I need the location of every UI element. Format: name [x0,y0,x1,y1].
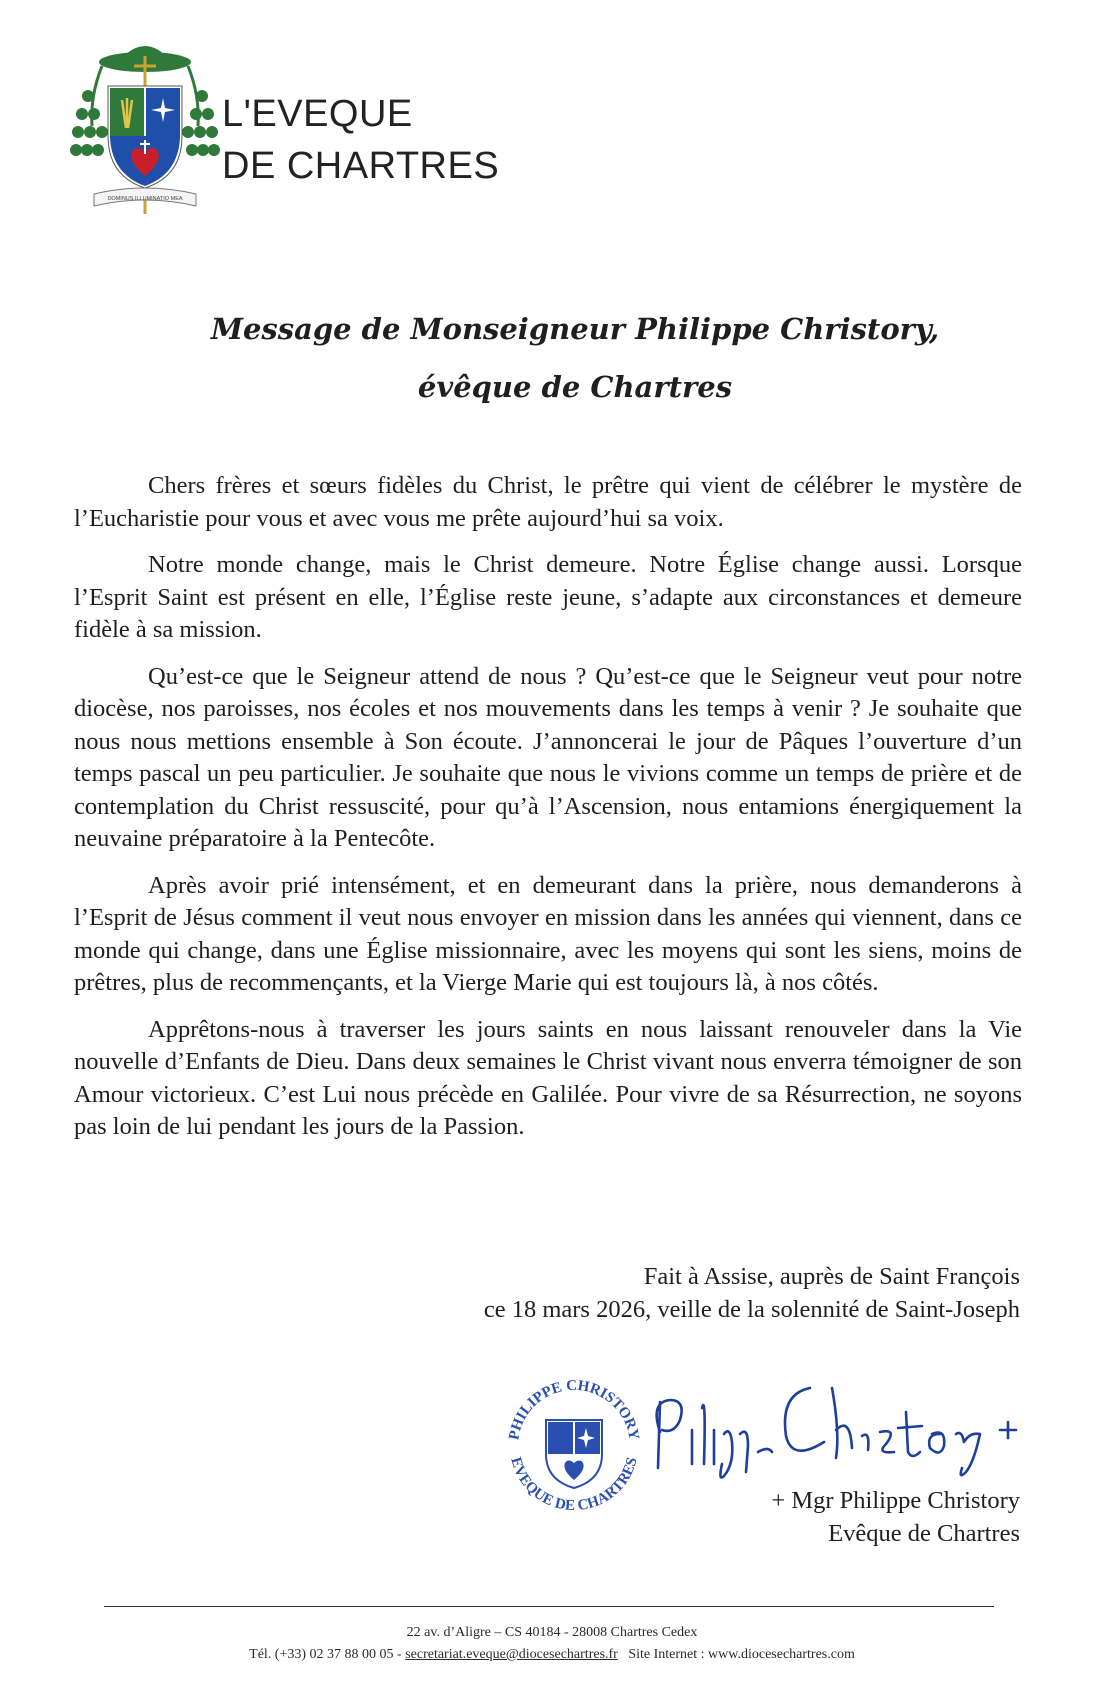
handwritten-signature [640,1372,1030,1484]
episcopal-coat-of-arms-icon [70,36,220,222]
footer-separator: - [393,1647,406,1662]
paragraph: Apprêtons-nous à traverser les jours saints en nous laissant renouveler dans la Vie nouvelle d’Enfants de Dieu. Dans deux semaines le Christ vivant nous enverra témoigner de son Amour victorieux. C’est Lui nous précède en Galilée. Pour vivre de sa Résurrection, ne soyons pas loin de lui pendant les jours de la Passion. [74,1015,1022,1140]
footer-divider [104,1606,994,1607]
signer-name: + Mgr Philippe Christory [771,1487,1020,1514]
seal-text-top: PHILIPPE CHRISTORY [506,1377,642,1442]
letterhead-line1: L'EVEQUE [222,93,413,135]
footer-contacts [0,1644,1104,1666]
closing-place-date [484,1260,1020,1326]
letter-body [74,470,1022,1158]
episcopal-seal-stamp-icon [496,1368,652,1524]
document-title [150,300,1000,416]
title-line2: évêque de Chartres [417,370,733,404]
closing-line1: Fait à Assise, auprès de Saint François [643,1263,1020,1290]
seal-text-bottom: EVEQUE DE CHARTRES [507,1455,641,1515]
footer-website[interactable]: Site Internet : www.diocesechartres.com [628,1647,855,1662]
signer-block [771,1484,1020,1550]
letterhead-title [222,88,499,192]
footer-address: 22 av. d’Aligre – CS 40184 - 28008 Chartres Cedex [406,1625,698,1640]
footer-email-link[interactable]: secretariat.eveque@diocesechartres.fr [405,1647,618,1662]
paragraph: Notre monde change, mais le Christ demeure. Notre Église change aussi. Lorsque l’Esprit Saint est présent en elle, l’Église reste jeune, s’adapte aux circonstances et demeure fidèle à sa mission. [74,551,1022,643]
paragraph: Après avoir prié intensément, et en demeurant dans la prière, nous demanderons à l’Esprit de Jésus comment il veut nous envoyer en mission dans les années qui viennent, dans ce monde qui change, dans une Église missionnaire, avec les moyens qui sont les siens, moins de prêtres, plus de recommençants, et la Vierge Marie qui est toujours là, à nos côtés. [74,871,1022,996]
signer-role: Evêque de Chartres [828,1520,1020,1547]
crest-motto: DOMINUS ILLUMINATIO MEA [107,196,183,202]
paragraph: Chers frères et sœurs fidèles du Christ, le prêtre qui vient de célébrer le mystère de l’Eucharistie pour vous et avec vous me prête aujourd’hui sa voix. [74,472,1022,532]
title-line1: Message de Monseigneur Philippe Christory, [210,312,940,346]
letterhead-line2: DE CHARTRES [222,145,500,187]
closing-line2: ce 18 mars 2026, veille de la solennité de Saint-Joseph [483,1296,1020,1323]
paragraph: Qu’est-ce que le Seigneur attend de nous ? Qu’est-ce que le Seigneur veut pour notre diocèse, nos paroisses, nos écoles et nos mouvements dans les temps à venir ? Je souhaite que nous nous mettions ensemble à Son écoute. J’annoncerai le jour de Pâques l’ouverture d’un temps pascal un peu particulier. Je souhaite que nous le vivions comme un temps de prière et de contemplation du Christ ressuscité, pour qu’à l’Ascension, nous entamions énergiquement la neuvaine préparatoire à la Pentecôte. [74,662,1022,852]
footer-phone: Tél. (+33) 02 37 88 00 05 [249,1647,394,1662]
footer [0,1622,1104,1666]
signature-alt: Philippe Christory + [640,1372,649,1373]
